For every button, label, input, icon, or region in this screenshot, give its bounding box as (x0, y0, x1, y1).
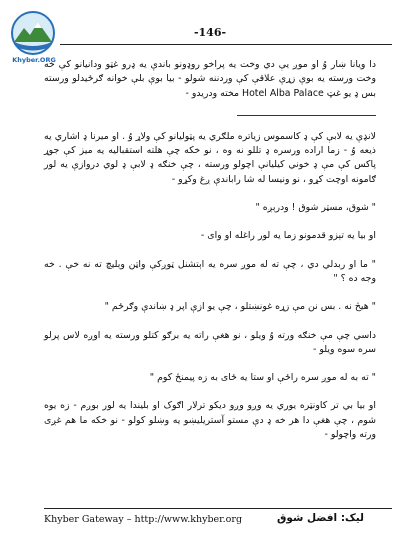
dialogue-line: " شوق، مسټر شوق ! ودرېږه " (255, 202, 376, 214)
footer-rule (44, 508, 392, 509)
paragraph: داسي چې مې خنګه ورته وُ ویلو ، نو هغې راته یه برګو کتلو ورسته یه اوږه لاس پرلو سره سوه ویلو - (44, 329, 376, 355)
paragraph: دا ویانا ښار وُ او موږ یې دي وخت یه پراخو روډونو باندې یه ډرو غټو ودانیانو کې خه وخت ورسته یه بوې زړې علاقې کې وردننه شولو - بیا بوې بلې خوانه ګرځیدلو ورسته بس ډ یو غټ Hotel Alba Palace مخته ودریدو - (44, 59, 376, 99)
dialogue-line: " ته به له موږ سره راځې او ستا یه ځای به زه پیمنځ کوم " (149, 372, 376, 384)
footer-author: لیک: افضل شوق (277, 512, 364, 524)
paragraph: لانډې یه لابې کې ډ کاسموس زیاتره ملګري یه پټولیانو کې ولاړ وُ . او میرنا ډ اشاري یه ذیعه وُ - زما اراده ورسره ډ تللو نه وه ، نو خکه چې هلته استقبالیه یه میز کې جوړ پاکس کې مې ډ خوني کیلیانې اچولو ورسته ، چې خنګه ډ لابې ډ لوي دروازې یه لور ګامونه اوچت کړو ، نو ونیسا له شا راباندې ږغ وکړو - (44, 130, 376, 185)
dialogue-line: " هیڅ نه . بس نن مې زړه غونښتلو ، چې یو ازې اپر ډ ښاندې وګرځم " (104, 301, 376, 313)
page-number: -146- (193, 26, 227, 39)
paragraph: او بیا بي تر کاونټره یوري یه وږو وږو دیکو ترلار اګوک او بلیندا یه لور بوږم - زه یوه شوم ، چې هغې دا هر خه ډ دې مستو آستریلیښو یه وښلو کولو - نو خکه ما هم غږی ورته واچولو - (44, 400, 376, 441)
dialogue-line: " ما او ربدلي دي ، چې ته له موږ سره یه اېتشنل ټوږکې واټن وېلیچ ته نه خې . خه وجه ده ؟ " (44, 258, 376, 284)
footer-website: Khyber Gateway – http://www.khyber.org (44, 514, 243, 525)
logo-text: Khyber.ORG (12, 56, 56, 64)
document-body (44, 58, 376, 456)
paragraph: او بیا یه تېزو قدمونو زما یه لور راغله او وای - (200, 230, 376, 242)
section-divider (237, 115, 376, 116)
header-rule (60, 44, 392, 45)
